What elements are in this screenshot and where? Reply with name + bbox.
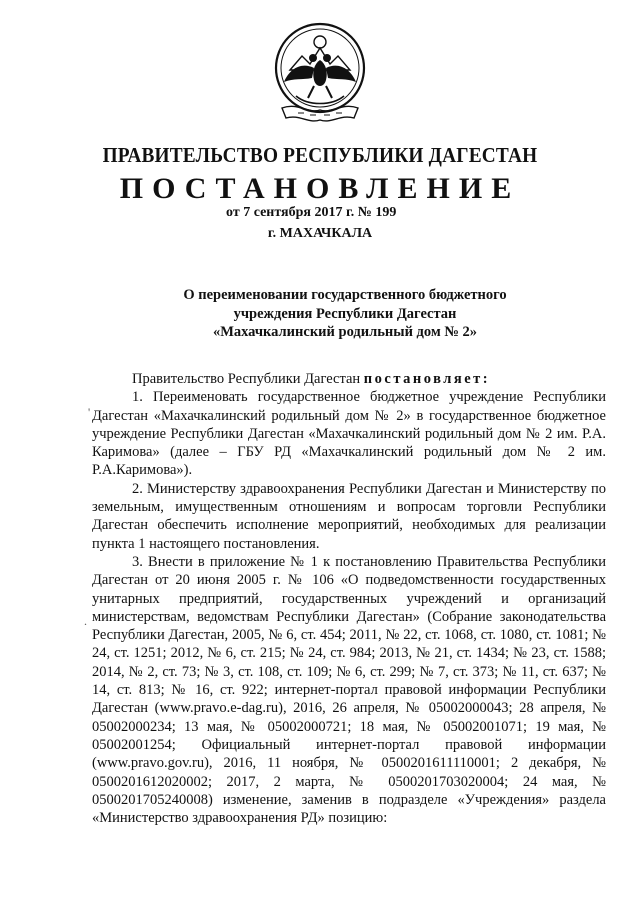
coat-of-arms-emblem	[268, 18, 372, 140]
intro-prefix: Правительство Республики Дагестан	[132, 371, 361, 387]
paragraph-3: 3. Внести в приложение № 1 к постановлению Правительства Республики Дагестан от 20 июня 2005 г. № 106 «О подведомственности государственных унитарных предприятий, государственных учреждений и организаций министерствам, ведомствам Республики Дагестан» (Собрание законодательства Республики Дагестан, 2005, № 6, ст. 454; 2011, № 22, ст. 1068, ст. 1080, ст. 1081; № 24, ст. 1251; 2012, № 6, ст. 215; № 24, ст. 984; 2013, № 21, ст. 1434; № 23, ст. 1588; 2014, № 2, ст. 73; № 3, ст. 108, ст. 109; № 6, ст. 299; № 7, ст. 373; № 11, ст. 637; № 14, ст. 813; № 16, ст. 922; интернет-портал правовой информации Республики Дагестан (www.pravo.e-dag.ru), 2016, 26 апреля, № 05002000043; 28 апреля, № 05002000234; 13 мая, № 05002000721; 18 мая, № 05002001071; 19 мая, № 05002001254; Официальный интернет-портал правовой информации (www.pravo.gov.ru), 2016, 11 ноября, № 0500201611110001; 2 декабря, № 0500201612020002; 2017, 2 марта, № 0500201703020004; 24 мая, № 0500201705240008) изменение, заменив в подразделе «Учреждения» раздела «Министерство здравоохранения РД» позицию:	[92, 553, 606, 827]
document-subject	[150, 286, 540, 342]
document-type: ПОСТАНОВЛЕНИЕ	[119, 172, 521, 205]
government-title: ПРАВИТЕЛЬСТВО РЕСПУБЛИКИ ДАГЕСТАН	[102, 143, 538, 167]
subject-line-3: «Махачкалинский родильный дом № 2»	[212, 324, 478, 340]
document-city: г. МАХАЧКАЛА	[267, 226, 373, 241]
subject-line-2: учреждения Республики Дагестан	[233, 305, 457, 322]
intro-verb: постановляет:	[363, 371, 491, 387]
paragraph-1: 1. Переименовать государственное бюджетное учреждение Республики Дагестан «Махачкалинский родильный дом № 2» в государственное бюджетное учреждение Республики Дагестан «Махачкалинский родильный дом № 2 им. Р.А. Каримова» (далее – ГБУ РД «Махачкалинский родильный дом № 2 им. Р.А.Каримова»).	[92, 389, 606, 479]
resolution-intro	[92, 370, 606, 388]
margin-mark: '	[88, 405, 91, 419]
document-date-number: от 7 сентября 2017 г. № 199	[226, 205, 397, 220]
subject-line-1: О переименовании государственного бюджетного	[183, 287, 507, 303]
document-body	[92, 370, 606, 827]
paragraph-2: 2. Министерству здравоохранения Республики Дагестан и Министерству по земельным, имущественным отношениям и вопросам торговли Республики Дагестан обеспечить исполнение мероприятий, необходимых для реализации пункта 1 настоящего постановления.	[92, 480, 606, 552]
margin-mark: .	[84, 614, 87, 628]
